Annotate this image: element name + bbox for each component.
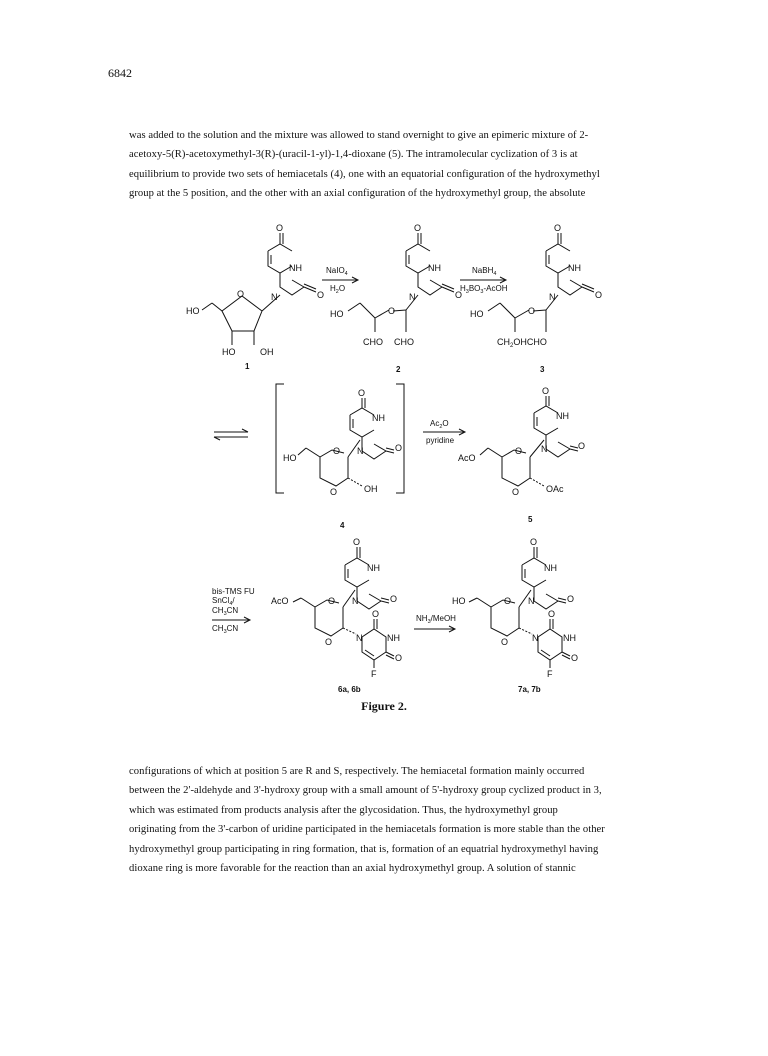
atom-label-n: N [271,292,278,302]
atom-label-o: O [512,487,520,497]
text-line: configurations of which at position 5 are R and S, respectively. The hemiacetal formation mainly occurred [129,766,585,777]
atom-label-nh: NH [367,563,380,573]
reagent-nabh4: NaBH$_4$ [472,266,497,277]
atom-label-o: O [578,441,586,451]
atom-label-ho: HO [470,309,484,319]
atom-label-o: O [595,290,603,300]
bracket-left [276,384,284,493]
compound-1-structure [202,233,316,345]
atom-label-nh: NH [387,633,400,643]
text-line: which was estimated from products analysis after the glycosidation. Thus, the hydroxymethyl group [129,804,558,816]
reagent-nh3-meoh: $NH_3$/MeOH [416,614,456,625]
text-line: acetoxy-5(R)-acetoxymethyl-3(R)-(uracil-1-yl)-1,4-dioxane (5). The intramolecular cyclization of 3 is at [129,149,578,161]
atom-label-o: O [328,596,336,606]
text-line: was added to the solution and the mixture was allowed to stand overnight to give an epimeric mixture of 2- [129,130,589,141]
atom-label-o: O [395,653,403,663]
atom-label-oh: OH [364,484,378,494]
atom-label-ch2oh-cho: $CH_2OHCHO$ [497,337,547,349]
atom-label-cho: CHO [363,337,383,347]
reagent-ac2o: $Ac_2O$ [430,419,449,430]
compound-number-7: 7a, 7b [518,685,541,694]
atom-label-n: N [356,633,363,643]
compound-2-structure [348,233,454,332]
atom-label-n: N [409,292,416,302]
text-line: dioxane ring is more favorable for the reaction than an axial hydroxymethyl group. A solution of stannic [129,863,576,875]
atom-label-o: O [358,388,366,398]
atom-label-o: O [330,487,338,497]
atom-label-o: O [325,637,333,647]
atom-label-o: O [530,537,538,547]
atom-label-ho: HO [222,347,236,357]
text-line: group at the 5 position, and the other with an axial configuration of the hydroxymethyl group, the absolute [129,188,586,200]
atom-label-n: N [528,596,535,606]
atom-label-o: O [276,223,284,233]
atom-label-o: O [515,446,523,456]
atom-label-o: O [571,653,579,663]
atom-label-oac: OAc [546,484,564,494]
atom-label-nh: NH [568,263,581,273]
compound-number-4: 4 [340,521,345,530]
bracket-right [396,384,404,493]
reagent-sncl4: SnCl$_4$/ [212,596,235,607]
figure-caption: Figure 2. [361,699,407,713]
atom-label-nh: NH [289,263,302,273]
text-line: originating from the 3'-carbon of uridine participated in the hemiacetals formation is more stable than the other [129,824,605,836]
atom-label-ho: HO [452,596,466,606]
equilibrium-arrows [214,429,248,440]
atom-label-nh: NH [563,633,576,643]
atom-label-o: O [501,637,509,647]
atom-label-f: F [547,669,553,679]
atom-label-n: N [352,596,359,606]
reagent-bis-tms-fu: bis-TMS FU [212,587,255,596]
reaction-arrow-1 [322,277,358,283]
atom-label-n: N [357,446,364,456]
atom-label-n: N [549,292,556,302]
atom-label-o: O [414,223,422,233]
reaction-arrow-3 [423,429,465,435]
atom-label-o: O [388,306,396,316]
text-line: between the 2'-aldehyde and 3'-hydroxy group with a small amount of 5'-hydroxy group cyclized product in 3, [129,785,602,797]
atom-label-ho: HO [283,453,297,463]
reaction-arrow-4 [212,617,250,623]
atom-label-o: O [237,289,245,299]
reagent-pyridine: pyridine [426,436,455,445]
reaction-arrow-2 [460,277,506,283]
reagent-ch3cn: $CH_3CN$ [212,624,239,635]
compound-number-6: 6a, 6b [338,685,361,694]
reagent-h2o: $H_2O$ [330,284,346,295]
atom-label-o: O [395,443,403,453]
atom-label-o: O [333,446,341,456]
atom-label-nh: NH [556,411,569,421]
compound-number-5: 5 [528,515,533,524]
reaction-arrow-5 [414,626,455,632]
compound-number-2: 2 [396,365,401,374]
text-line: equilibrium to provide two sets of hemiacetals (4), one with an equatorial configuration of the hydroxymethyl [129,168,600,180]
atom-label-aco: AcO [458,453,476,463]
atom-label-cho: CHO [394,337,414,347]
atom-label-o: O [542,386,550,396]
paragraph-2 [129,762,649,878]
atom-label-o: O [353,537,361,547]
atom-label-o: O [554,223,562,233]
compound-5-structure [480,396,578,486]
atom-label-nh: NH [544,563,557,573]
reagent-h3bo3-acoh: $H_3BO_3$-AcOH [460,284,508,295]
atom-label-n: N [541,444,548,454]
compound-number-3: 3 [540,365,545,374]
atom-label-aco: AcO [271,596,289,606]
reagent-naio4: NaIO$_4$ [326,266,348,277]
atom-label-o: O [317,290,325,300]
reagent-ch3cn: $CH_3CN$ [212,606,239,617]
atom-label-n: N [532,633,539,643]
atom-label-o: O [504,596,512,606]
atom-label-o: O [390,594,398,604]
compound-number-1: 1 [245,362,250,371]
page-number: 6842 [108,66,132,80]
atom-label-o: O [548,609,556,619]
atom-label-ho: HO [186,306,200,316]
atom-label-ho: HO [330,309,344,319]
atom-label-o: O [455,290,463,300]
atom-label-o: O [372,609,380,619]
atom-label-nh: NH [372,413,385,423]
atom-label-f: F [371,669,377,679]
compound-4-structure [298,398,394,486]
atom-label-o: O [528,306,536,316]
compound-3-structure [488,233,594,332]
text-line: hydroxymethyl group participating in ring formation, that is, formation of an equatrial hydroxymethyl having [129,843,599,855]
atom-label-oh: OH [260,347,274,357]
atom-label-o: O [567,594,575,604]
atom-label-nh: NH [428,263,441,273]
